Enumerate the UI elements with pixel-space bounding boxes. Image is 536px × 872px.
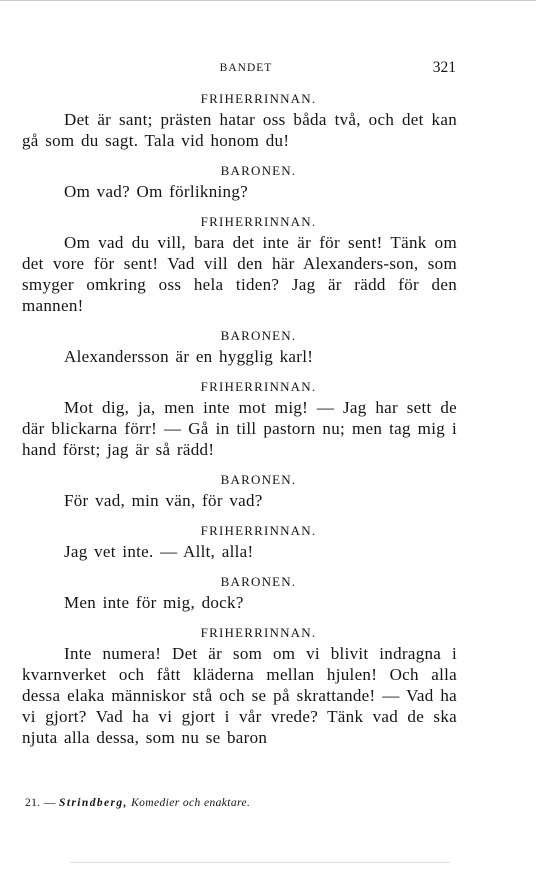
footnote-work-title: Komedier och enaktare. <box>131 797 251 809</box>
dialogue-paragraph: Inte numera! Det är som om vi blivit indragna i kvarnverket och fått kläderna mellan hjulen! Och alla dessa elaka människor stå och se på skrattande! — Vad ha vi gjort? Vad ha vi gjort i vår vrede? Tänk vad de ska njuta alla dessa, som nu se baron <box>22 644 457 747</box>
dialogue-paragraph: Men inte för mig, dock? <box>64 593 244 612</box>
dialogue-paragraph: För vad, min vän, för vad? <box>64 491 263 510</box>
speaker-name: BARONEN. <box>220 163 297 178</box>
dialogue-body <box>22 90 457 759</box>
speaker-name: FRIHERRINNAN. <box>200 523 317 538</box>
signature-footnote <box>25 797 250 809</box>
signature-mark: 21. — <box>25 797 56 809</box>
speaker-name: FRIHERRINNAN. <box>200 625 317 640</box>
speaker-name: BARONEN. <box>220 472 297 487</box>
bottom-edge-line <box>70 862 450 863</box>
top-edge-line <box>0 0 536 1</box>
speaker-name: BARONEN. <box>220 574 297 589</box>
dialogue-paragraph: Jag vet inte. — Allt, alla! <box>64 542 254 561</box>
footnote-author: Strindberg, <box>59 797 128 809</box>
speaker-name: FRIHERRINNAN. <box>200 91 317 106</box>
page-number: 321 <box>432 59 456 76</box>
speaker-name: FRIHERRINNAN. <box>200 214 317 229</box>
dialogue-paragraph: Om vad du vill, bara det inte är för sent! Tänk om det vore för sent! Vad vill den här Alexanders-son, som smyger omkring oss hela tiden? Jag är rädd för den mannen! <box>22 233 457 315</box>
dialogue-paragraph: Om vad? Om förlikning? <box>64 182 248 201</box>
dialogue-paragraph: Alexandersson är en hygglig karl! <box>64 347 314 366</box>
running-header-title: BANDET <box>219 62 273 74</box>
speaker-name: BARONEN. <box>220 328 297 343</box>
dialogue-paragraph: Det är sant; prästen hatar oss båda två, och det kan gå som du sagt. Tala vid honom du! <box>22 110 457 150</box>
dialogue-paragraph: Mot dig, ja, men inte mot mig! — Jag har sett de där blickarna förr! — Gå in till pastorn nu; men tag mig i hand först; jag är så rädd! <box>22 398 457 459</box>
speaker-name: FRIHERRINNAN. <box>200 379 317 394</box>
